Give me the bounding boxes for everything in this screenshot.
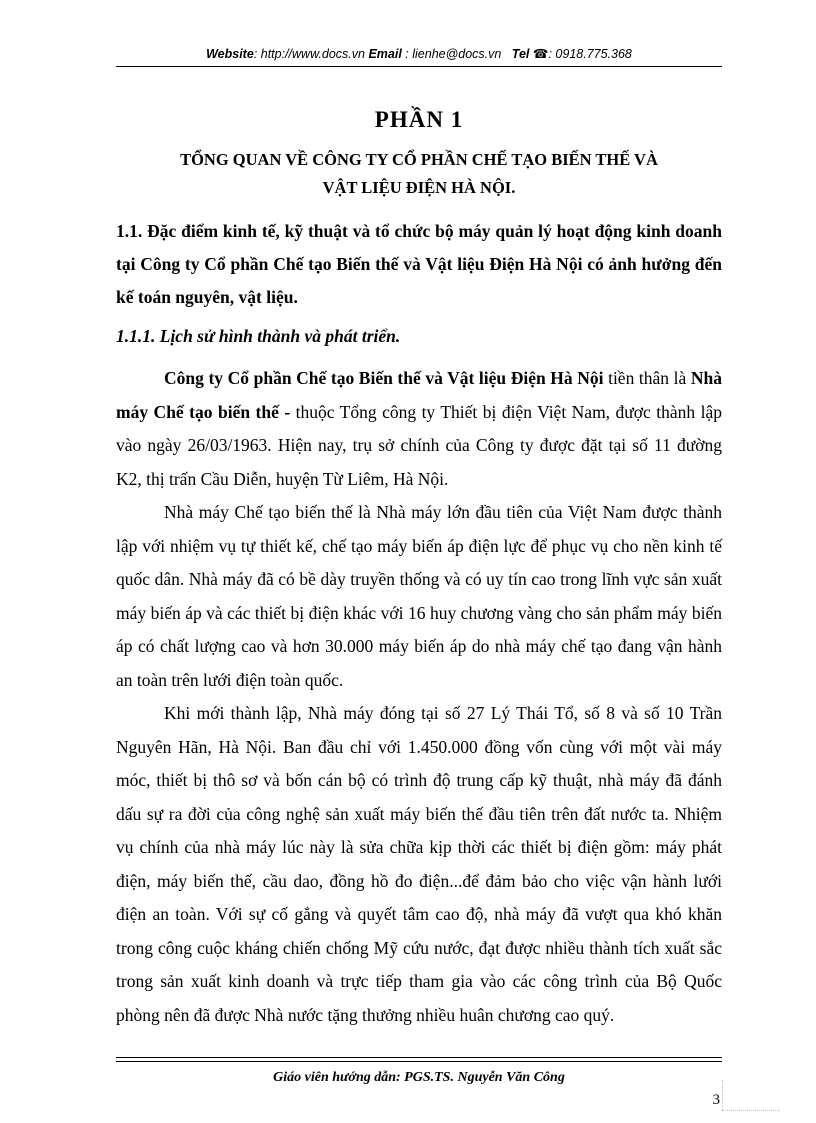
section-heading: 1.1. Đặc điểm kinh tế, kỹ thuật và tổ chức bộ máy quản lý hoạt động kinh doanh tại Công ty Cổ phần Chế tạo Biến thế và Vật liệu Điện Hà Nội có ảnh hưởng đến kế toán nguyên, vật liệu. (116, 221, 722, 307)
paragraph-1 (116, 362, 722, 496)
main-title-line-2: VẬT LIỆU ĐIỆN HÀ NỘI. (322, 178, 516, 197)
footer-divider-bottom (116, 1061, 722, 1062)
subsection-heading: 1.1.1. Lịch sử hình thành và phát triển. (116, 326, 401, 346)
page-number: 3 (712, 1092, 720, 1108)
header-divider (116, 66, 722, 67)
footer-supervisor: Giáo viên hướng dẫn: PGS.TS. Nguyễn Văn Công (273, 1070, 565, 1085)
footer-divider-top (116, 1057, 722, 1058)
company-name: Công ty Cổ phần Chế tạo Biến thế và Vật liệu Điện Hà Nội (164, 368, 604, 388)
paragraph-1-text-a: tiền thân là (603, 368, 691, 388)
email-value: : lienhe@docs.vn (401, 47, 502, 61)
part-title: PHẦN 1 (374, 107, 464, 132)
website-value: : http://www.docs.vn (253, 47, 365, 61)
factory-name: Nhà máy Chế tạo biến thế - (116, 368, 722, 422)
tel-value: : 0918.775.368 (548, 47, 632, 61)
paragraph-2: Nhà máy Chế tạo biến thế là Nhà máy lớn đầu tiên của Việt Nam được thành lập với nhiệm vụ tự thiết kế, chế tạo máy biến áp điện lực để phục vụ cho nền kinh tế quốc dân. Nhà máy đã có bề dày truyền thống và có uy tín cao trong lĩnh vực sản xuất máy biến áp và các thiết bị điện khác với 16 huy chương vàng cho sản phẩm máy biến áp có chất lượng cao và hơn 30.000 máy biến áp do nhà máy chế tạo đang vận hành an toàn trên lưới điện toàn quốc. (116, 502, 722, 690)
website-label: Website (206, 47, 254, 61)
corner-mark-horizontal (722, 1110, 780, 1111)
page-header (116, 44, 722, 64)
corner-mark-vertical (722, 1080, 723, 1110)
paragraph-1-text-b: thuộc Tổng công ty Thiết bị điện Việt Nam, được thành lập vào ngày 26/03/1963. Hiện nay, trụ sở chính của Công ty được đặt tại số 11 đường K2, thị trấn Cầu Diễn, huyện Từ Liêm, Hà Nội. (116, 401, 722, 489)
paragraph-3: Khi mới thành lập, Nhà máy đóng tại số 27 Lý Thái Tổ, số 8 và số 10 Trần Nguyên Hãn, Hà Nội. Ban đầu chỉ với 1.450.000 đồng vốn cùng với một vài máy móc, thiết bị thô sơ và bốn cán bộ có trình độ trung cấp kỹ thuật, nhà máy đã đánh dấu sự ra đời của công nghệ sản xuất máy biến thế đầu tiên trên đất nước ta. Nhiệm vụ chính của nhà máy lúc này là sửa chữa kịp thời các thiết bị điện gồm: máy phát điện, máy biến thế, cầu dao, đồng hồ đo điện...để đảm bảo cho việc vận hành lưới điện an toàn. Với sự cố gắng và quyết tâm cao độ, nhà máy đã vượt qua khó khăn trong công cuộc kháng chiến chống Mỹ cứu nước, đạt được nhiều thành tích xuất sắc trong sản xuất kinh doanh và trực tiếp tham gia vào các công trình của Bộ Quốc phòng nên đã được Nhà nước tặng thưởng nhiều huân chương cao quý. (116, 703, 722, 1025)
email-label: Email (368, 47, 402, 61)
tel-label: Tel (511, 47, 530, 61)
phone-icon: ☎ (532, 47, 549, 61)
main-title-line-1: TỔNG QUAN VỀ CÔNG TY CỔ PHẦN CHẾ TẠO BIẾN THẾ VÀ (180, 150, 658, 169)
main-title (116, 146, 722, 202)
body-text (116, 362, 722, 1032)
